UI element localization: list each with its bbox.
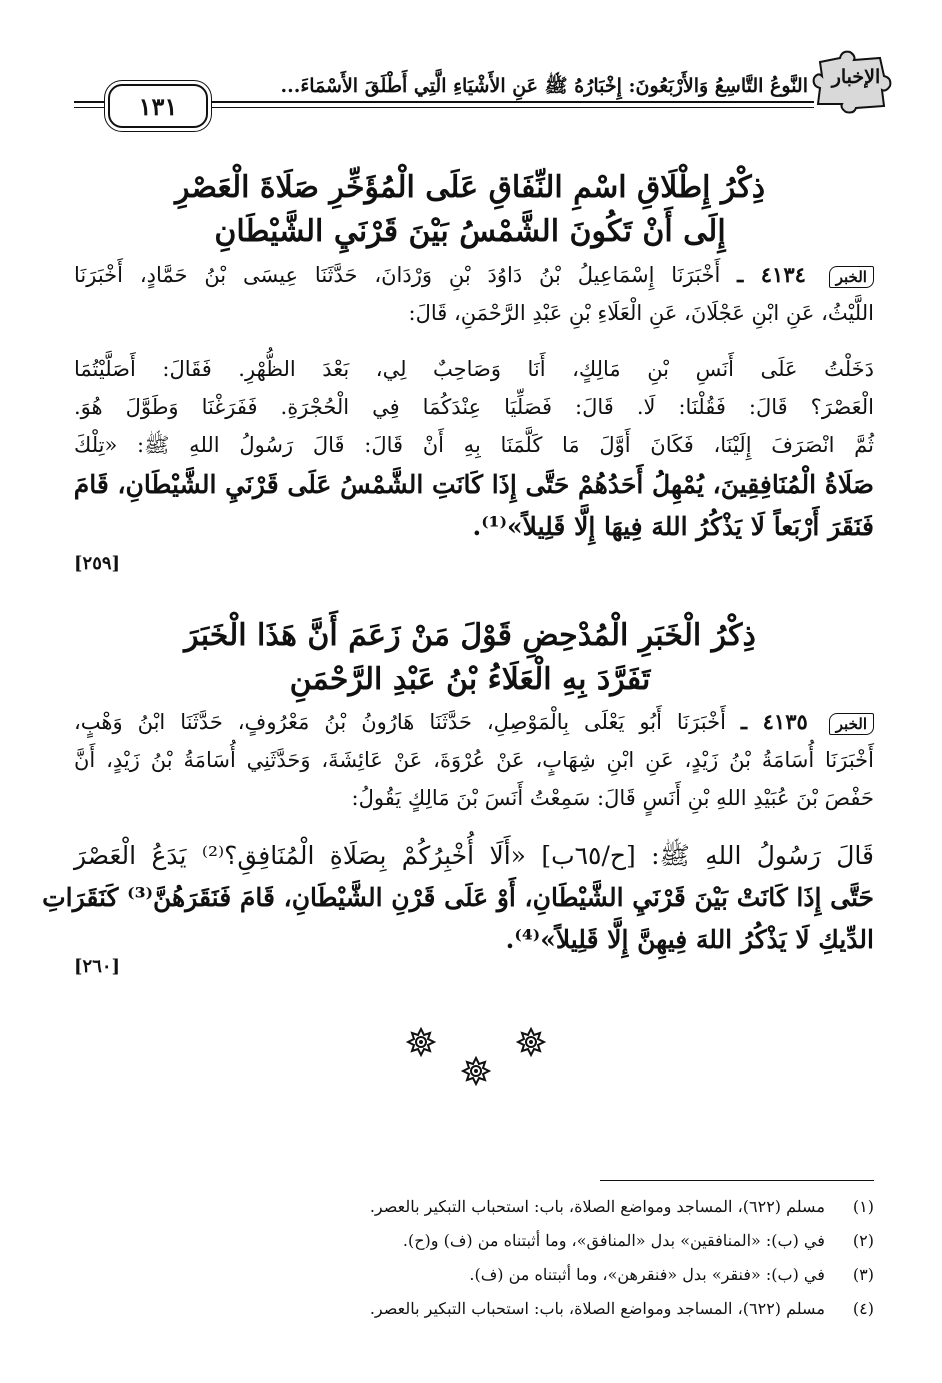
isnad-line xyxy=(74,256,874,294)
footnote-number: (١) xyxy=(852,1197,874,1216)
footnote-text: في (ب): «المنافقين» بدل «المنافق»، وما أثبتناه من (ف) و(ح). xyxy=(402,1231,825,1250)
flower-rosette-icon xyxy=(406,1027,436,1057)
footnotes xyxy=(74,1190,874,1326)
chapter-heading-2 xyxy=(90,614,850,702)
isnad-line: حَفْصَ بْنَ عُبَيْدِ اللهِ بْنِ أَنَسٍ قَالَ: سَمِعْتُ أَنَسَ بْنَ مَالِكٍ يَقُولُ: xyxy=(351,786,874,810)
isnad-line: اللَّيْثُ، عَنِ ابْنِ عَجْلَانَ، عَنِ الْعَلَاءِ بْنِ عَبْدِ الرَّحْمَنِ، قَالَ: xyxy=(408,301,874,325)
page-number-box xyxy=(108,84,208,128)
khabar-badge: الخبر xyxy=(829,713,874,735)
page-number: ١٣١ xyxy=(138,92,178,121)
khabar-badge: الخبر xyxy=(829,266,874,288)
hadith-4135-isnad xyxy=(74,703,874,817)
matn-line: ثُمَّ انْصَرَفَ إِلَيْنَا، فَكَانَ أَوَّلَ مَا كَلَّمَنَا بِهِ أَنْ قَالَ: قَالَ رَسُولُ اللهِ ﷺ: «تِلْكَ xyxy=(74,433,874,457)
heading-line: تَفَرَّدَ بِهِ الْعَلَاءُ بْنُ عَبْدِ الرَّحْمَنِ xyxy=(289,662,651,697)
footnote-1 xyxy=(74,1190,874,1224)
isnad-line: أَخْبَرَنَا أُسَامَةُ بْنُ زَيْدٍ، عَنِ ابْنِ شِهَابٍ، عَنْ عُرْوَةَ، عَنْ عَائِشَةَ، وَحَدَّثَنِي أُسَامَةُ بْنُ زَيْدٍ، أَنَّ xyxy=(74,748,874,772)
flower-rosette-icon xyxy=(516,1027,546,1057)
flower-rosette-icon xyxy=(461,1056,491,1086)
hadith-4134-isnad xyxy=(74,256,874,332)
footnote-text: في (ب): «فنقر» بدل «فنقرهن»، وما أثبتناه من (ف). xyxy=(469,1265,825,1284)
footnote-number: (٣) xyxy=(852,1265,874,1284)
chapter-heading-1 xyxy=(90,166,850,254)
matn-line: دَخَلْتُ عَلَى أَنَسِ بْنِ مَالِكٍ، أَنَا وَصَاحِبٌ لِي، بَعْدَ الظُّهْرِ. فَقَالَ: أَصَلَّيْتُمَا xyxy=(74,357,874,381)
footnote-text: مسلم (٦٢٢)، المساجد ومواضع الصلاة، باب: استحباب التبكير بالعصر. xyxy=(369,1299,825,1318)
footnote-3 xyxy=(74,1258,874,1292)
heading-line: إِلَى أَنْ تَكُونَ الشَّمْسُ بَيْنَ قَرْنَيِ الشَّيْطَانِ xyxy=(214,214,726,249)
hadith-ref-260: [٢٦٠] xyxy=(74,956,121,977)
matn-line: الْعَصْرَ؟ قَالَ: فَقُلْنَا: لَا. قَالَ: فَصَلِّيَا عِنْدَكُمَا فِي الْحُجْرَةِ. فَفَرَغْنَا وَطَوَّلَ هُوَ. xyxy=(74,395,874,419)
hadith-ref-259: [٢٥٩] xyxy=(74,553,121,574)
footnote-2 xyxy=(74,1224,874,1258)
isnad-line xyxy=(74,703,874,741)
matn-line: فَنَقَرَ أَرْبَعاً لَا يَذْكُرُ اللهَ فِيهَا إِلَّا قَلِيلاً»⁽¹⁾. xyxy=(472,512,874,541)
section-label: الإخبار xyxy=(831,66,881,88)
heading-line: ذِكْرُ الْخَبَرِ الْمُدْحِضِ قَوْلَ مَنْ زَعَمَ أَنَّ هَذَا الْخَبَرَ xyxy=(184,618,756,653)
hadith-number: ٤١٣٤ ـ xyxy=(737,262,806,287)
hadith-number: ٤١٣٥ ـ xyxy=(740,709,808,734)
matn-line: الدِّيكِ لَا يَذْكُرُ اللهَ فِيهِنَّ إِلَّا قَلِيلاً»⁽⁴⁾. xyxy=(505,925,874,954)
running-title: النَّوعُ التَّاسِعُ وَالأَرْبَعُونَ: إِخْبَارُهُ ﷺ عَنِ الأَشْيَاءِ الَّتِي أَطْلَقَ الأَسْمَاءَ... xyxy=(280,75,808,97)
footnote-text: مسلم (٦٢٢)، المساجد ومواضع الصلاة، باب: استحباب التبكير بالعصر. xyxy=(369,1197,825,1216)
footnote-separator xyxy=(600,1180,874,1181)
isnad-text: أَخْبَرَنَا إِسْمَاعِيلُ بْنُ دَاوُدَ بْنِ وَرْدَانَ، حَدَّثَنَا عِيسَى بْنُ حَمَّادٍ، أَخْبَرَنَا xyxy=(74,263,721,287)
matn-line: حَتَّى إِذَا كَانَتْ بَيْنَ قَرْنَيِ الشَّيْطَانِ، أَوْ عَلَى قَرْنِ الشَّيْطَانِ، قَامَ فَنَقَرَهُنَّ⁽³⁾ كَنَقَرَاتِ xyxy=(42,883,874,912)
footnote-number: (٢) xyxy=(852,1231,874,1250)
footnote-4 xyxy=(74,1292,874,1326)
heading-line: ذِكْرُ إِطْلَاقِ اسْمِ النِّفَاقِ عَلَى الْمُؤَخِّرِ صَلَاةَ الْعَصْرِ xyxy=(174,170,766,205)
matn-line: صَلَاةُ الْمُنَافِقِينَ، يُمْهِلُ أَحَدُهُمْ حَتَّى إِذَا كَانَتِ الشَّمْسُ عَلَى قَرْنَيِ الشَّيْطَانِ، قَامَ xyxy=(73,470,874,499)
hadith-4134-matn xyxy=(74,350,874,548)
matn-line: قَالَ رَسُولُ اللهِ ﷺ: [ح/٦٥ب] «أَلَا أُخْبِرُكُمْ بِصَلَاةِ الْمُنَافِقِ؟⁽²⁾ يَدَعُ الْعَصْرَ xyxy=(74,841,874,870)
footnote-number: (٤) xyxy=(852,1299,874,1318)
isnad-text: أَخْبَرَنَا أَبُو يَعْلَى بِالْمَوْصِلِ، حَدَّثَنَا هَارُونُ بْنُ مَعْرُوفٍ، حَدَّثَنَا ابْنُ وَهْبٍ، xyxy=(74,710,726,734)
hadith-4135-matn xyxy=(42,835,874,961)
